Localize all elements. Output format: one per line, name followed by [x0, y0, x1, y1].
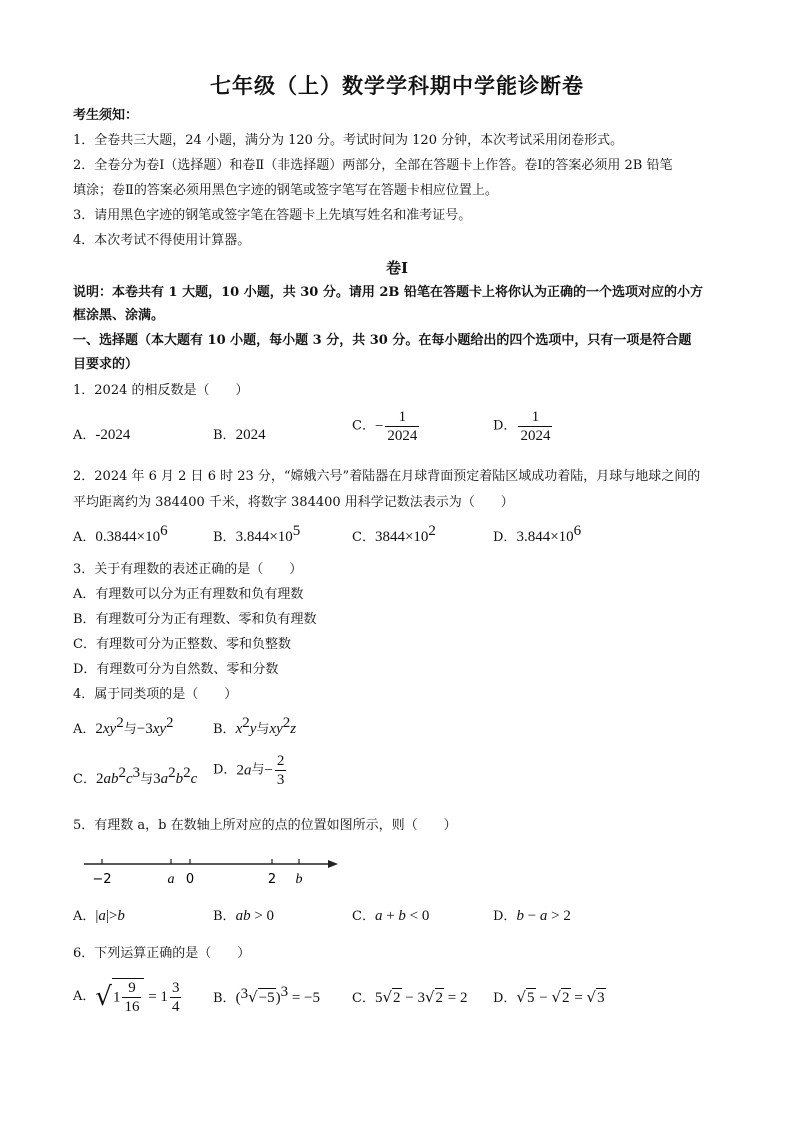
tick-label-2: 2 [267, 872, 277, 887]
q3-option-d: D．有理数可分为自然数、零和分数 [73, 662, 279, 677]
q2-stem: 2．2024 年 6 月 2 日 6 时 23 分，“嫦娥六号”着陆器在月球背面预定着陆区域成功着陆，月球与地球之间的 [73, 469, 701, 484]
q2-option-b: B．$3.844\times 10^5$ [213, 523, 301, 545]
tick-label-a: a [167, 872, 175, 887]
part-heading: 一、选择题（本大题有 10 小题，每小题 3 分，共 30 分。在每小题给出的四个选项中，只有一项是符合题 [73, 333, 692, 348]
number-line [80, 852, 345, 888]
q6-option-d: D．√5 − √2 = √3 [493, 988, 605, 1006]
q1-option-c: C．− $\frac{1}{2024}$ [352, 409, 418, 444]
q4-stem: 4．属于同类项的是（ ） [73, 687, 238, 702]
exam-title: 七年级（上）数学学科期中学能诊断卷 [210, 73, 584, 98]
notice-item-3: 3．请用黑色字迹的钢笔或签字笔在答题卡上先填写姓名和准考证号。 [73, 208, 472, 223]
q1-stem: 1．2024 的相反数是（ ） [73, 383, 249, 398]
q2-option-a: A．$0.3844\times 10^6$ [73, 523, 168, 545]
q4-option-a: A．$2xy^2$与$-3xy^2$ [73, 715, 174, 737]
q4-option-d: D．2a与− $\frac{2}{3}$ [213, 753, 285, 788]
q2-stem-cont: 平均距离约为 384400 千米，将数字 384400 用科学记数法表示为（ ） [73, 495, 514, 510]
q5-option-b: B．ab > 0 [213, 908, 275, 924]
q2-option-d: D．$3.844\times 10^6$ [493, 523, 582, 545]
notice-item-1: 1．全卷共三大题，24 小题，满分为 120 分。考试时间为 120 分钟，本次考试采用闭卷形式。 [73, 133, 624, 148]
q5-option-a: A．|a|>b [73, 908, 125, 924]
tick-label-minus2: −2 [92, 872, 112, 887]
q1-option-b: B．2024 [213, 427, 266, 443]
q4-option-b: B．$x^2y$与$xy^2z$ [213, 715, 297, 737]
q3-stem: 3．关于有理数的表述正确的是（ ） [73, 562, 303, 577]
q5-option-c: C．a + b < 0 [352, 908, 430, 924]
notice-item-2-cont: 填涂；卷Ⅱ的答案必须用黑色字迹的钢笔或签字笔写在答题卡相应位置上。 [73, 183, 498, 198]
section-instruction-cont: 框涂黑、涂满。 [73, 308, 165, 323]
notice-heading: 考生须知： [73, 108, 139, 123]
notice-item-2: 2．全卷分为卷Ⅰ（选择题）和卷Ⅱ（非选择题）两部分，全部在答题卡上作答。卷Ⅰ的答案必须用 2B 铅笔 [73, 158, 673, 173]
q6-option-a: A．√1 $\frac{9}{16}$ = 1 $\frac{3}{4}$ [73, 979, 180, 1015]
q3-option-a: A．有理数可以分为正有理数和负有理数 [73, 587, 304, 602]
q4-option-c: C．$2ab^2c^3$与$3a^2b^2c$ [73, 765, 198, 787]
q6-option-b: B．$(^3√-5)^3 = -5$ [213, 984, 321, 1006]
tick-label-b: b [295, 872, 303, 887]
notice-item-4: 4．本次考试不得使用计算器。 [73, 233, 251, 248]
q3-option-c: C．有理数可分为正整数、零和负整数 [73, 637, 291, 652]
tick-label-0: 0 [185, 872, 195, 887]
q2-option-c: C．$3844\times 10^2$ [352, 523, 436, 545]
part-heading-cont: 目要求的） [73, 357, 139, 372]
q6-option-c: C．5√2 − 3√2 = 2 [352, 988, 468, 1006]
q5-stem: 5．有理数 a，b 在数轴上所对应的点的位置如图所示，则（ ） [73, 818, 457, 833]
q3-option-b: B．有理数可分为正有理数、零和负有理数 [73, 612, 317, 627]
number-line-arrow [328, 860, 338, 868]
section-instruction: 说明：本卷共有 1 大题，10 小题，共 30 分。请用 2B 铅笔在答题卡上将你认为正确的一个选项对应的小方 [73, 285, 703, 300]
q1-option-d: D． $\frac{1}{2024}$ [493, 409, 551, 444]
q5-option-d: D．b − a > 2 [493, 908, 571, 924]
section-title: 卷Ⅰ [385, 259, 409, 277]
q1-option-a: A．-2024 [73, 427, 131, 443]
q6-stem: 6．下列运算正确的是（ ） [73, 946, 251, 961]
